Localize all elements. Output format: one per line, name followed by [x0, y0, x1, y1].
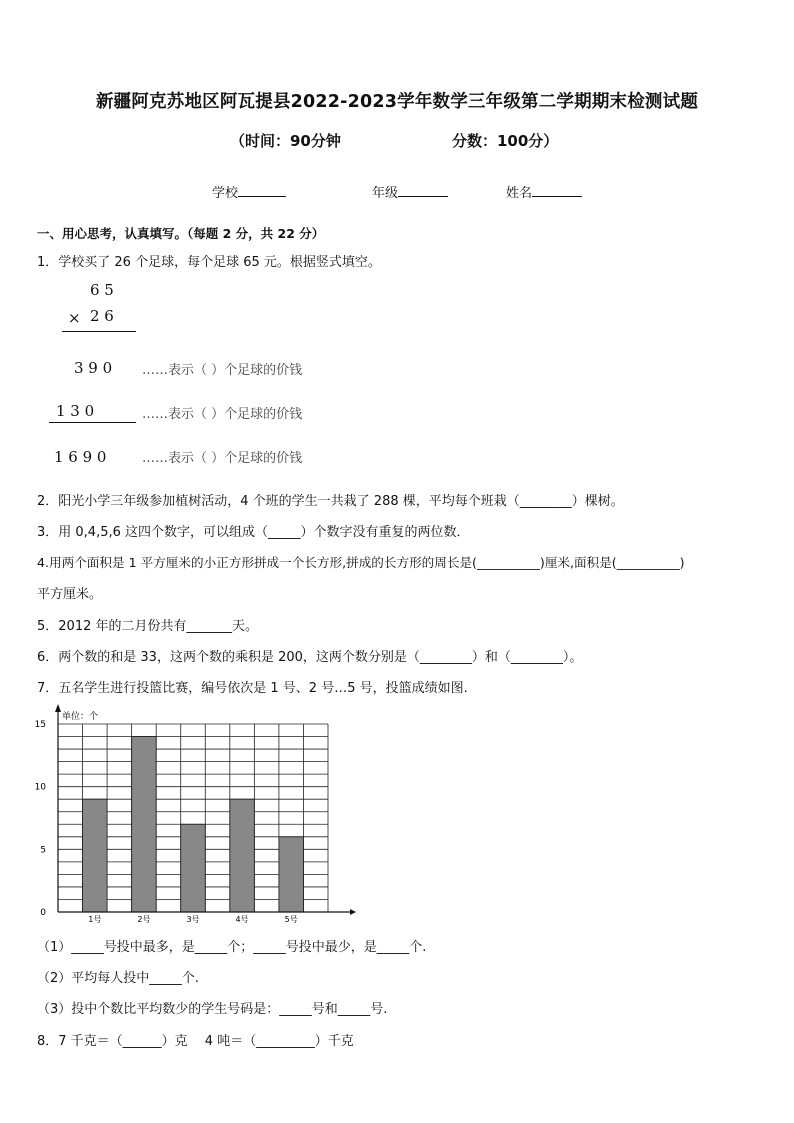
- school-label: 学校: [212, 186, 239, 201]
- grade-label: 年级: [372, 186, 399, 201]
- grade-field: [372, 182, 448, 201]
- y-tick-label: 10: [34, 782, 46, 793]
- x-tick-label: 3号: [186, 915, 200, 924]
- y-tick-label: 15: [34, 720, 46, 730]
- multiplicand: 6 5: [90, 281, 114, 299]
- vertical-rule-1: [62, 331, 136, 332]
- question-7-3: （3）投中个数比平均数少的学生号码是：_____号和_____号.: [37, 1002, 388, 1017]
- x-tick-label: 4号: [235, 915, 249, 924]
- y-axis-arrow: [55, 704, 61, 712]
- final-product: 1 6 9 0: [54, 448, 107, 466]
- question-3: 3．用 0,4,5,6 这四个数字，可以组成（_____）个数字没有重复的两位数．: [37, 525, 470, 540]
- bar-1: [83, 799, 108, 912]
- question-7: 7．五名学生进行投篮比赛，编号依次是 1 号、2 号…5 号，投篮成绩如图.: [37, 681, 468, 696]
- x-axis-arrow: [350, 909, 356, 915]
- name-label: 姓名: [506, 186, 533, 201]
- question-6: 6．两个数的和是 33，这两个数的乘积是 200，这两个数分别是（________）和（________）。: [37, 650, 583, 665]
- question-5: 5．2012 年的二月份共有_______天。: [37, 619, 258, 634]
- x-tick-label: 2号: [137, 915, 151, 924]
- question-4: 4.用两个面积是 1 平方厘米的小正方形拼成一个长方形,拼成的长方形的周长是(__________)厘米,面积是(__________): [37, 555, 685, 570]
- bar-4: [230, 799, 255, 912]
- multiplier: 2 6: [90, 307, 114, 325]
- grade-blank: [398, 182, 448, 197]
- bar-chart: [28, 700, 368, 930]
- y-tick-label: 0: [40, 908, 46, 918]
- bar-2: [132, 737, 157, 912]
- bar-3: [181, 824, 206, 912]
- vertical-rule-2: [49, 422, 136, 423]
- exam-score: 分数：100分）: [452, 132, 559, 150]
- note-1: ……表示（ ）个足球的价钱: [142, 363, 303, 378]
- x-tick-label: 5号: [284, 915, 298, 924]
- bar-5: [279, 837, 304, 912]
- y-tick-label: 5: [40, 845, 46, 856]
- name-field: [506, 182, 582, 201]
- name-blank: [532, 182, 582, 197]
- school-blank: [238, 182, 286, 197]
- times-sign: ×: [68, 309, 81, 327]
- question-7-1: （1）_____号投中最多，是_____个；_____号投中最少，是_____个.: [37, 940, 427, 955]
- partial-product-1: 3 9 0: [74, 359, 113, 377]
- school-field: [212, 182, 286, 201]
- unit-label: 单位：个: [62, 712, 99, 722]
- question-8: 8．7 千克＝（______）克 4 吨＝（_________）千克: [37, 1034, 354, 1049]
- question-4-cont: 平方厘米。: [37, 587, 103, 602]
- note-3: ……表示（ ）个足球的价钱: [142, 451, 303, 466]
- exam-time: （时间：90分钟: [230, 132, 341, 150]
- partial-product-2: 1 3 0: [56, 402, 95, 420]
- question-7-2: （2）平均每人投中_____个.: [37, 971, 199, 986]
- x-tick-label: 1号: [88, 915, 102, 924]
- page-title: 新疆阿克苏地区阿瓦提县2022-2023学年数学三年级第二学期期末检测试题: [95, 92, 699, 112]
- question-2: 2．阳光小学三年级参加植树活动，4 个班的学生一共栽了 288 棵，平均每个班栽（________）棵树。: [37, 494, 624, 509]
- section-heading: 一、用心思考，认真填写。（每题 2 分，共 22 分）: [37, 226, 325, 241]
- question-1: 1．学校买了 26 个足球，每个足球 65 元。根据竖式填空。: [37, 255, 381, 270]
- note-2: ……表示（ ）个足球的价钱: [142, 407, 303, 422]
